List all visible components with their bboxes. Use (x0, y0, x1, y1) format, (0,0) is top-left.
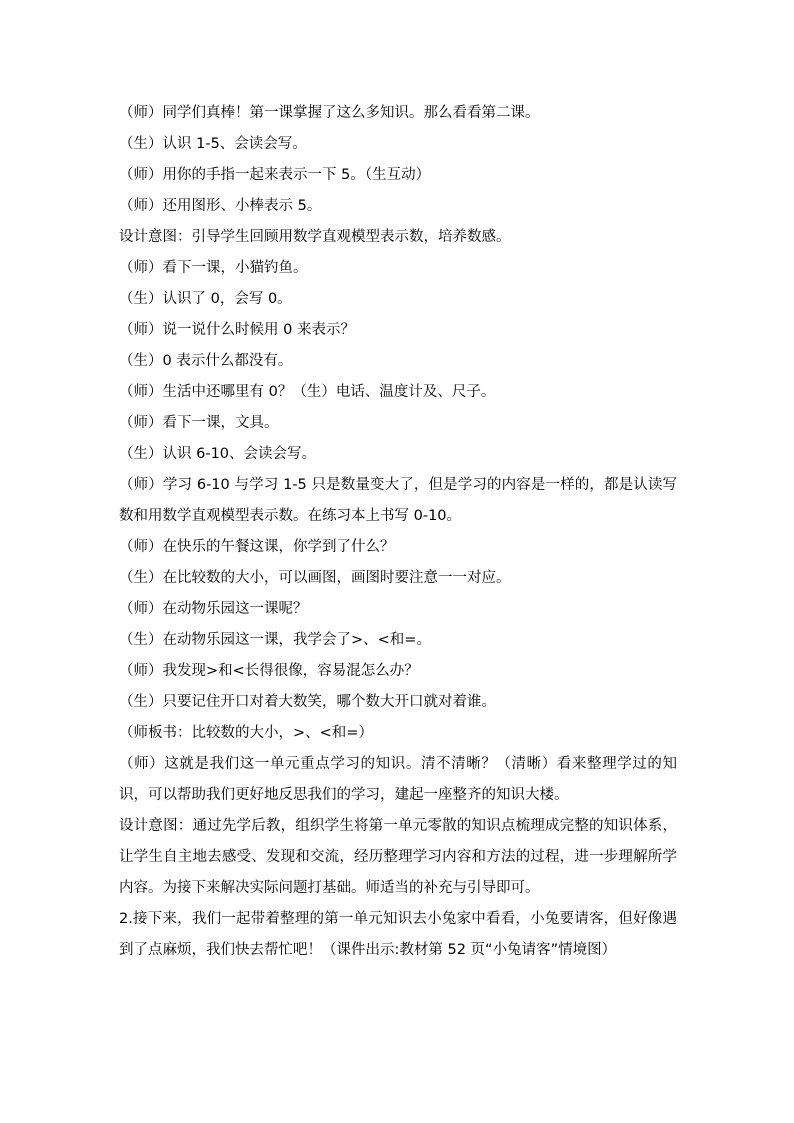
blackboard-note-line: （师板书：比较数的大小，>、<和=） (119, 725, 373, 741)
dialogue-line: （师）在动物乐园这一课呢？ (119, 601, 308, 617)
dialogue-line: （师）用你的手指一起来表示一下 5。（生互动） (119, 167, 431, 183)
dialogue-line: （师）在快乐的午餐这课，你学到了什么？ (119, 539, 395, 555)
dialogue-line: （生）在动物乐园这一课，我学会了>、<和=。 (119, 632, 431, 648)
dialogue-line: （生）认识了 0，会写 0。 (119, 291, 292, 307)
dialogue-paragraph: （师）学习 6-10 与学习 1-5 只是数量变大了，但是学习的内容是一样的，都是认读写数和用数学直观模型表示数。在练习本上书写 0-10。 (119, 477, 677, 524)
document-page (119, 98, 677, 966)
next-step-paragraph: 2.接下来，我们一起带着整理的第一单元知识去小兔家中看看，小兔要请客，但好像遇到了点麻烦，我们快去帮忙吧！（课件出示:教材第 52 页“小兔请客”情境图） (119, 911, 677, 958)
dialogue-line: （师）同学们真棒！第一课掌握了这么多知识。那么看看第二课。 (119, 105, 540, 121)
dialogue-line: （生）认识 6-10、会读会写。 (119, 446, 317, 462)
dialogue-line: （师）说一说什么时候用 0 来表示？ (119, 322, 355, 338)
dialogue-line: （师）我发现>和<长得很像，容易混怎么办？ (119, 663, 419, 679)
dialogue-line: （师）还用图形、小棒表示 5。 (119, 198, 322, 214)
summary-paragraph: （师）这就是我们这一单元重点学习的知识。清不清晰？（清晰）看来整理学过的知识，可以帮助我们更好地反思我们的学习，建起一座整齐的知识大楼。 (119, 756, 677, 803)
dialogue-line: （生）在比较数的大小，可以画图，画图时要注意一一对应。 (119, 570, 511, 586)
dialogue-line: （生）只要记住开口对着大数笑，哪个数大开口就对着谁。 (119, 694, 496, 710)
dialogue-line: （师）看下一课，文具。 (119, 415, 279, 431)
design-intent-line: 设计意图：引导学生回顾用数学直观模型表示数，培养数感。 (119, 229, 511, 245)
dialogue-line: （生）认识 1-5、会读会写。 (119, 136, 307, 152)
dialogue-line: （师）看下一课，小猫钓鱼。 (119, 260, 308, 276)
dialogue-line: （生）0 表示什么都没有。 (119, 353, 293, 369)
dialogue-line: （师）生活中还哪里有 0？（生）电话、温度计及、尺子。 (119, 384, 496, 400)
design-intent-paragraph: 设计意图：通过先学后教，组织学生将第一单元零散的知识点梳理成完整的知识体系，让学生自主地去感受、发现和交流，经历整理学习内容和方法的过程，进一步理解所学内容。为接下来解决实际问题打基础。师适当的补充与引导即可。 (119, 818, 677, 896)
